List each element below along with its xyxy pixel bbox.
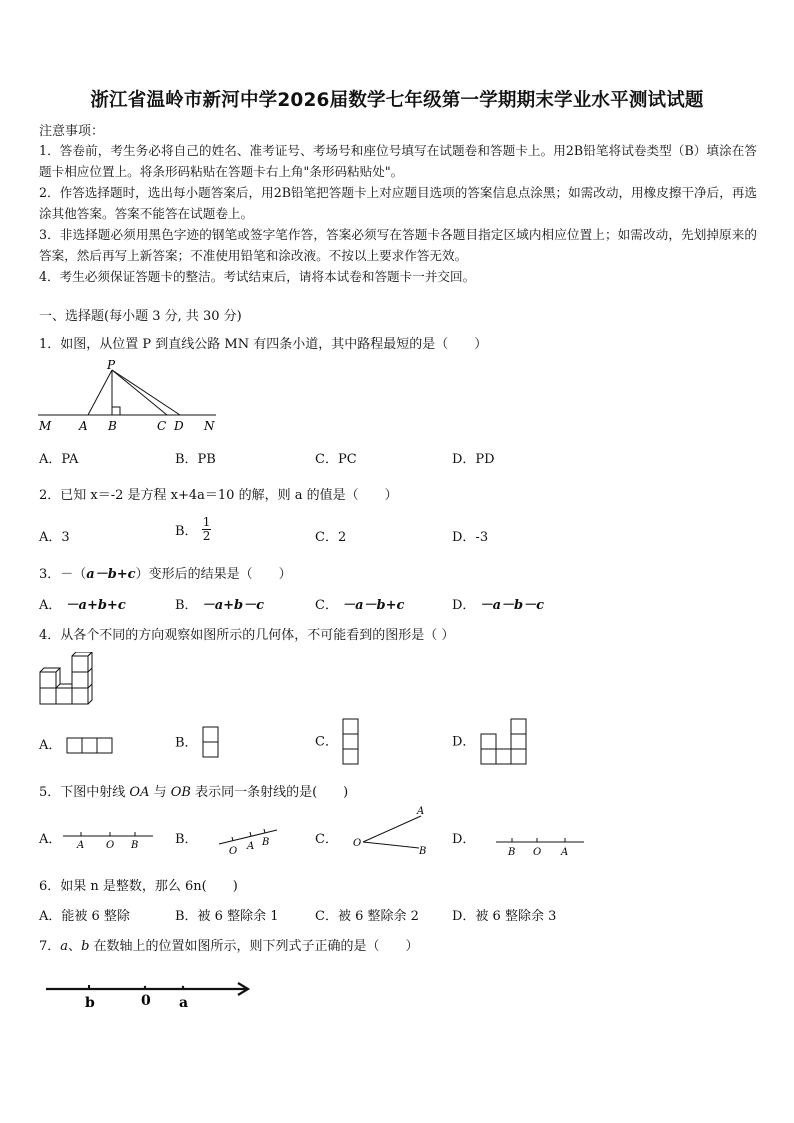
q5-b-letter-a: A (247, 841, 255, 852)
q7-axis-label-a: a (179, 995, 189, 1011)
q6-option-a[interactable]: A．能被 6 整除 (39, 909, 130, 924)
q1-label-b: B (108, 419, 117, 433)
notice-heading: 注意事项： (39, 124, 105, 139)
question-3-stem (39, 563, 292, 582)
q1-label-a: A (79, 419, 88, 433)
q5-option-c-figure (351, 804, 433, 860)
q1-label-c: C (157, 419, 167, 433)
question-7-stem (39, 935, 419, 954)
q5-a-letter-a: A (77, 840, 85, 851)
q5-stem-prefix: 5．下图中射线 (39, 785, 130, 800)
question-6-stem: 6．如果 n 是整数，那么 6n( ) (39, 879, 238, 894)
question-2-options (39, 516, 759, 552)
q5-c-letter-a: A (417, 806, 425, 817)
q6-option-b[interactable]: B．被 6 整除余 1 (175, 909, 279, 924)
q7-sep: 、 (68, 939, 82, 954)
q5-option-a-figure (61, 824, 155, 852)
q3-option-a-label: A． (39, 598, 62, 613)
q4-option-c[interactable] (315, 718, 360, 766)
q1-label-n: N (204, 419, 215, 433)
q3-option-c-expr: －a－b+c (342, 598, 405, 613)
question-2-stem: 2．已知 x＝-2 是方程 x+4a＝10 的解，则 a 的值是（ ） (39, 488, 398, 503)
q5-d-letter-o: O (533, 847, 542, 858)
q5-option-a-label[interactable]: A． (39, 832, 62, 847)
q6-option-c[interactable]: C．被 6 整除余 2 (315, 909, 419, 924)
q3-option-d[interactable] (452, 594, 544, 613)
q3-option-b-expr: －a+b－c (201, 598, 265, 613)
q5-ray-2: OB (170, 785, 191, 800)
q4-option-a-shape (66, 737, 116, 755)
q1-option-a[interactable]: A．PA (39, 452, 79, 467)
question-5-stem (39, 781, 348, 800)
q4-option-b[interactable] (175, 726, 220, 760)
q4-option-b-shape (202, 726, 220, 760)
q3-stem-suffix: ）变形后的结果是（ ） (135, 567, 292, 582)
q4-option-d-label: D． (452, 734, 476, 750)
q5-option-b-figure (215, 822, 281, 858)
q5-b-letter-o: O (229, 846, 238, 857)
q3-stem-prefix: 3．－（ (39, 567, 87, 582)
q7-axis-label-b: b (85, 995, 95, 1011)
q5-ray-1: OA (129, 785, 150, 800)
notice-list (39, 140, 757, 287)
q4-option-d-shape (480, 718, 530, 766)
question-5-options (39, 806, 759, 858)
q3-option-b[interactable] (175, 594, 264, 613)
q2-fraction (202, 516, 212, 543)
q1-figure (36, 358, 226, 436)
q7-axis-label-0: 0 (141, 993, 151, 1009)
q1-option-b[interactable]: B．PB (175, 452, 216, 467)
question-4-options (39, 718, 759, 768)
question-4-stem: 4．从各个不同的方向观察如图所示的几何体，不可能看到的图形是（ ） (39, 628, 455, 643)
notice-item: 4．考生必须保证答题卡的整洁。考试结束后，请将本试卷和答题卡一并交回。 (39, 269, 476, 284)
q3-option-a-expr: －a+b+c (65, 598, 126, 613)
q1-option-c[interactable]: C．PC (315, 452, 357, 467)
q7-var-b: b (81, 939, 90, 954)
q3-option-c[interactable] (315, 594, 404, 613)
q5-a-letter-o: O (106, 840, 115, 851)
q2-fraction-denominator: 2 (202, 529, 211, 543)
q5-b-letter-b: B (262, 837, 270, 848)
q2-fraction-numerator: 1 (202, 515, 211, 529)
q5-d-letter-b: B (508, 847, 516, 858)
q5-option-c-label[interactable]: C． (315, 832, 338, 847)
page-title: 浙江省温岭市新河中学2026届数学七年级第一学期期末学业水平测试试题 (90, 90, 704, 111)
q5-stem-suffix: 表示同一条射线的是( ) (190, 785, 349, 800)
q3-option-b-label: B． (175, 598, 198, 613)
q7-number-line (40, 974, 256, 1014)
q5-a-letter-b: B (131, 840, 139, 851)
q6-option-d[interactable]: D．被 6 整除余 3 (452, 909, 557, 924)
q2-option-d[interactable]: D．-3 (452, 530, 489, 545)
q1-label-d: D (174, 419, 184, 433)
q3-option-d-label: D． (452, 598, 476, 613)
q7-stem-prefix: 7． (39, 939, 61, 954)
q2-option-b-label: B． (175, 524, 198, 539)
q4-option-b-label: B． (175, 735, 198, 751)
q3-stem-expression: a－b+c (86, 567, 136, 582)
q4-option-a-label: A． (39, 738, 62, 753)
q5-stem-mid: 与 (149, 785, 171, 800)
q2-option-a[interactable]: A．3 (39, 530, 70, 545)
q3-option-a[interactable] (39, 594, 126, 613)
q5-option-d-figure (494, 830, 586, 860)
q3-option-c-label: C． (315, 598, 338, 613)
q5-option-b-label[interactable]: B． (175, 832, 198, 847)
section-title: 一、选择题(每小题 3 分, 共 30 分) (39, 309, 242, 324)
q3-option-d-expr: －a－b－c (479, 598, 545, 613)
q2-option-b[interactable] (175, 516, 211, 543)
q4-solid-figure (38, 652, 94, 706)
q5-c-letter-o: O (353, 838, 362, 849)
q4-option-d[interactable] (452, 718, 530, 766)
q7-var-a: a (60, 939, 69, 954)
q1-option-d[interactable]: D．PD (452, 452, 495, 467)
q5-option-d-label[interactable]: D． (452, 832, 476, 847)
notice-item: 3．非选择题必须用黑色字迹的钢笔或签字笔作答，答案必须写在答题卡各题目指定区域内相应位置上；如需改动，先划掉原来的答案，然后再写上新答案；不准使用铅笔和涂改液。不按以上要求作答无效。 (39, 227, 757, 263)
q4-option-c-shape (342, 718, 360, 766)
q4-option-c-label: C． (315, 734, 338, 750)
notice-item: 1．答卷前，考生务必将自己的姓名、准考证号、考场号和座位号填写在试题卷和答题卡上。用2B铅笔将试卷类型（B）填涂在答题卡相应位置上。将条形码粘贴在答题卡右上角"条形码粘贴处"。 (39, 143, 757, 179)
q1-label-p: P (107, 358, 116, 372)
question-1-stem: 1．如图，从位置 P 到直线公路 MN 有四条小道，其中路程最短的是（ ） (39, 337, 488, 352)
q1-label-m: M (39, 419, 52, 433)
q4-option-a[interactable] (39, 734, 116, 755)
q5-c-letter-b: B (419, 846, 427, 857)
q5-d-letter-a: A (561, 847, 569, 858)
q2-option-c[interactable]: C．2 (315, 530, 347, 545)
notice-item: 2．作答选择题时，选出每小题答案后，用2B铅笔把答题卡上对应题目选项的答案信息点涂黑；如需改动，用橡皮擦干净后，再选涂其他答案。答案不能答在试题卷上。 (39, 185, 757, 221)
q7-stem-suffix: 在数轴上的位置如图所示，则下列式子正确的是（ ） (89, 939, 419, 954)
